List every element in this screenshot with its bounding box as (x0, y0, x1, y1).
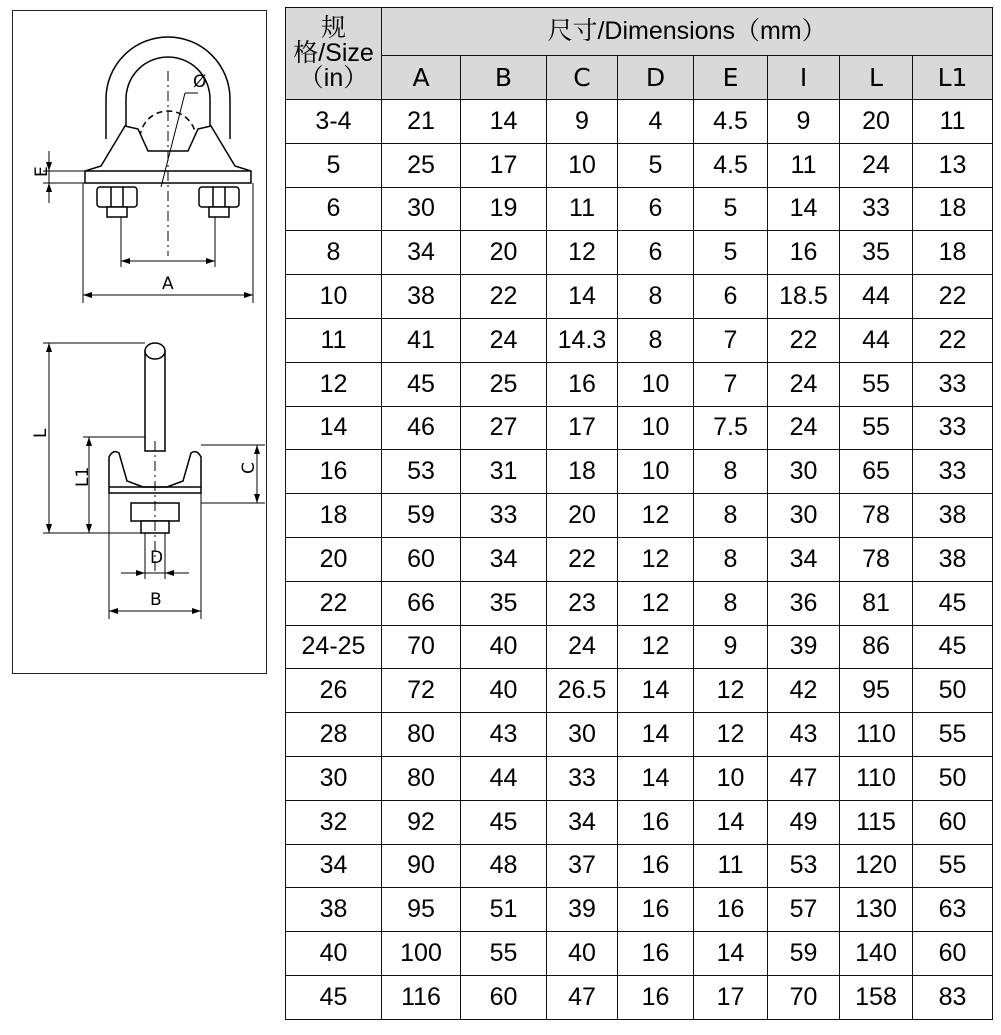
table-row (286, 625, 993, 669)
dimension-cell: 100 (382, 932, 461, 976)
label-d: D (150, 548, 164, 568)
dimension-cell: 12 (547, 231, 618, 275)
dimension-cell: 65 (840, 450, 913, 494)
dimension-cell: 4.5 (694, 100, 768, 144)
dimension-cell: 115 (840, 800, 913, 844)
dimensions-title: 尺寸/Dimensions（mm） (382, 8, 993, 56)
dimension-cell: 8 (618, 275, 694, 319)
dimension-cell: 53 (768, 844, 840, 888)
dimension-cell: 8 (694, 581, 768, 625)
dimension-cell: 49 (768, 800, 840, 844)
dimension-cell: 55 (913, 844, 993, 888)
dimension-cell: 44 (840, 275, 913, 319)
dimension-cell: 14 (618, 756, 694, 800)
dimension-cell: 72 (382, 669, 461, 713)
dimension-cell: 33 (913, 450, 993, 494)
dimension-cell: 34 (547, 800, 618, 844)
dimension-cell: 57 (768, 888, 840, 932)
column-header: B (461, 56, 547, 100)
dimension-cell: 8 (618, 318, 694, 362)
dimension-cell: 33 (913, 406, 993, 450)
table-row (286, 581, 993, 625)
dimension-cell: 80 (382, 713, 461, 757)
size-cell: 28 (286, 713, 382, 757)
dimension-cell: 53 (382, 450, 461, 494)
size-header-line1: 规格/Size (293, 14, 374, 67)
dimension-cell: 6 (618, 231, 694, 275)
dimension-cell: 12 (694, 713, 768, 757)
dimension-cell: 10 (618, 362, 694, 406)
dimension-cell: 47 (547, 975, 618, 1019)
label-c: C (239, 462, 259, 474)
dimension-cell: 10 (694, 756, 768, 800)
dimension-cell: 31 (461, 450, 547, 494)
table-row (286, 713, 993, 757)
column-header: A (382, 56, 461, 100)
dimension-cell: 14 (768, 187, 840, 231)
dimension-cell: 36 (768, 581, 840, 625)
size-cell: 5 (286, 143, 382, 187)
table-row (286, 800, 993, 844)
dimension-cell: 12 (694, 669, 768, 713)
size-cell: 10 (286, 275, 382, 319)
dimension-cell: 25 (461, 362, 547, 406)
front-view (43, 37, 253, 303)
dimension-cell: 21 (382, 100, 461, 144)
dimension-cell: 37 (547, 844, 618, 888)
dimension-cell: 41 (382, 318, 461, 362)
dimension-cell: 11 (694, 844, 768, 888)
table-row (286, 537, 993, 581)
size-cell: 24-25 (286, 625, 382, 669)
dimension-cell: 20 (461, 231, 547, 275)
dimension-cell: 43 (461, 713, 547, 757)
dimension-cell: 14 (618, 713, 694, 757)
dimension-cell: 63 (913, 888, 993, 932)
dimension-cell: 39 (768, 625, 840, 669)
dimension-cell: 55 (840, 406, 913, 450)
table-row (286, 100, 993, 144)
dimension-cell: 50 (913, 669, 993, 713)
size-cell: 26 (286, 669, 382, 713)
dimension-cell: 16 (618, 975, 694, 1019)
technical-drawing (12, 10, 267, 674)
dimension-cell: 40 (461, 669, 547, 713)
dimension-cell: 78 (840, 537, 913, 581)
table-row (286, 231, 993, 275)
dimension-cell: 22 (461, 275, 547, 319)
dimension-cell: 16 (618, 844, 694, 888)
table-row (286, 932, 993, 976)
dimension-cell: 24 (768, 362, 840, 406)
column-header: L1 (913, 56, 993, 100)
label-b: B (150, 590, 162, 610)
dimension-cell: 120 (840, 844, 913, 888)
dimension-cell: 116 (382, 975, 461, 1019)
dimension-cell: 6 (618, 187, 694, 231)
dimension-cell: 78 (840, 494, 913, 538)
dimension-cell: 14 (694, 932, 768, 976)
dimension-cell: 14 (461, 100, 547, 144)
dimension-cell: 38 (913, 537, 993, 581)
dimension-cell: 24 (461, 318, 547, 362)
dimension-cell: 66 (382, 581, 461, 625)
dimension-cell: 70 (768, 975, 840, 1019)
dimension-cell: 33 (913, 362, 993, 406)
size-cell: 3-4 (286, 100, 382, 144)
size-cell: 32 (286, 800, 382, 844)
dimension-cell: 95 (382, 888, 461, 932)
size-cell: 45 (286, 975, 382, 1019)
table-row (286, 756, 993, 800)
dimension-cell: 20 (547, 494, 618, 538)
dimension-cell: 59 (382, 494, 461, 538)
dimension-cell: 39 (547, 888, 618, 932)
dimension-cell: 60 (913, 932, 993, 976)
dimension-cell: 17 (547, 406, 618, 450)
size-cell: 40 (286, 932, 382, 976)
dimension-cell: 30 (382, 187, 461, 231)
dimension-cell: 47 (768, 756, 840, 800)
dimension-cell: 110 (840, 713, 913, 757)
dimension-cell: 6 (694, 275, 768, 319)
dimension-cell: 7 (694, 362, 768, 406)
dimension-cell: 9 (694, 625, 768, 669)
dimension-cell: 14 (694, 800, 768, 844)
dimensions-table (285, 7, 993, 1020)
dimension-cell: 7 (694, 318, 768, 362)
dimension-cell: 5 (694, 231, 768, 275)
dimension-cell: 4 (618, 100, 694, 144)
table-row (286, 143, 993, 187)
label-l: L (31, 428, 51, 438)
dimension-cell: 140 (840, 932, 913, 976)
dimension-cell: 80 (382, 756, 461, 800)
dimension-cell: 11 (768, 143, 840, 187)
dimension-cell: 8 (694, 450, 768, 494)
dimension-cell: 110 (840, 756, 913, 800)
dimension-cell: 60 (461, 975, 547, 1019)
dimension-cell: 44 (461, 756, 547, 800)
dimension-cell: 48 (461, 844, 547, 888)
label-phi: Ø (193, 72, 207, 92)
dimension-cell: 5 (694, 187, 768, 231)
dimension-cell: 24 (768, 406, 840, 450)
dimension-cell: 24 (547, 625, 618, 669)
dimension-cell: 44 (840, 318, 913, 362)
dimension-cell: 8 (694, 537, 768, 581)
dimension-cell: 50 (913, 756, 993, 800)
dimension-cell: 12 (618, 494, 694, 538)
dimension-cell: 8 (694, 494, 768, 538)
dimension-cell: 10 (547, 143, 618, 187)
dimension-cell: 16 (618, 888, 694, 932)
dimension-cell: 12 (618, 625, 694, 669)
dimension-cell: 55 (840, 362, 913, 406)
size-cell: 20 (286, 537, 382, 581)
dimension-cell: 158 (840, 975, 913, 1019)
dimension-cell: 30 (768, 494, 840, 538)
size-cell: 34 (286, 844, 382, 888)
dimension-cell: 10 (618, 406, 694, 450)
table-row (286, 975, 993, 1019)
dimension-cell: 11 (913, 100, 993, 144)
dimension-cell: 51 (461, 888, 547, 932)
dimension-cell: 33 (461, 494, 547, 538)
dimension-cell: 11 (547, 187, 618, 231)
dimension-cell: 34 (768, 537, 840, 581)
dimension-cell: 19 (461, 187, 547, 231)
dimension-cell: 33 (547, 756, 618, 800)
dimension-cell: 86 (840, 625, 913, 669)
size-cell: 6 (286, 187, 382, 231)
dimension-cell: 35 (840, 231, 913, 275)
dimension-cell: 23 (547, 581, 618, 625)
dimension-cell: 17 (694, 975, 768, 1019)
dimension-cell: 46 (382, 406, 461, 450)
table-row (286, 888, 993, 932)
table-row (286, 669, 993, 713)
dimension-cell: 130 (840, 888, 913, 932)
dimension-cell: 90 (382, 844, 461, 888)
size-header-line2: （in） (298, 64, 369, 92)
dimension-cell: 81 (840, 581, 913, 625)
dimension-cell: 22 (768, 318, 840, 362)
column-header: C (547, 56, 618, 100)
dimension-cell: 9 (768, 100, 840, 144)
size-cell: 16 (286, 450, 382, 494)
dimension-cell: 40 (461, 625, 547, 669)
column-header: I (768, 56, 840, 100)
dimension-cell: 16 (768, 231, 840, 275)
dimension-cell: 33 (840, 187, 913, 231)
size-cell: 12 (286, 362, 382, 406)
dimension-cell: 24 (840, 143, 913, 187)
column-header: E (694, 56, 768, 100)
dimension-cell: 26.5 (547, 669, 618, 713)
table-row (286, 275, 993, 319)
dimension-cell: 16 (618, 800, 694, 844)
dimension-cell: 14 (618, 669, 694, 713)
dimension-cell: 22 (547, 537, 618, 581)
dimension-cell: 5 (618, 143, 694, 187)
dimension-cell: 9 (547, 100, 618, 144)
size-cell: 30 (286, 756, 382, 800)
dimension-cell: 55 (461, 932, 547, 976)
dimension-cell: 34 (461, 537, 547, 581)
dimension-cell: 60 (382, 537, 461, 581)
dimension-cell: 20 (840, 100, 913, 144)
dimension-cell: 35 (461, 581, 547, 625)
label-e: E (32, 166, 52, 177)
dimension-cell: 55 (913, 713, 993, 757)
label-a: A (162, 274, 174, 294)
dimension-cell: 22 (913, 275, 993, 319)
dimension-cell: 27 (461, 406, 547, 450)
dimension-cell: 13 (913, 143, 993, 187)
dimension-cell: 40 (547, 932, 618, 976)
dimension-cell: 4.5 (694, 143, 768, 187)
table-row (286, 844, 993, 888)
column-header: L (840, 56, 913, 100)
table-row (286, 187, 993, 231)
dimension-cell: 43 (768, 713, 840, 757)
dimension-cell: 10 (618, 450, 694, 494)
size-cell: 22 (286, 581, 382, 625)
size-cell: 14 (286, 406, 382, 450)
dimension-cell: 16 (547, 362, 618, 406)
size-cell: 38 (286, 888, 382, 932)
dimension-cell: 16 (694, 888, 768, 932)
column-header: D (618, 56, 694, 100)
dimension-cell: 17 (461, 143, 547, 187)
dimension-cell: 42 (768, 669, 840, 713)
dimension-cell: 59 (768, 932, 840, 976)
dimension-cell: 18 (547, 450, 618, 494)
size-cell: 18 (286, 494, 382, 538)
dimension-cell: 38 (382, 275, 461, 319)
dimension-cell: 14 (547, 275, 618, 319)
dimension-cell: 45 (913, 625, 993, 669)
dimension-cell: 30 (768, 450, 840, 494)
dimension-cell: 92 (382, 800, 461, 844)
dimension-cell: 22 (913, 318, 993, 362)
table-row (286, 362, 993, 406)
dimension-cell: 60 (913, 800, 993, 844)
table-row (286, 450, 993, 494)
size-cell: 11 (286, 318, 382, 362)
table-row (286, 494, 993, 538)
dimension-cell: 95 (840, 669, 913, 713)
dimension-cell: 18.5 (768, 275, 840, 319)
dimension-cell: 18 (913, 187, 993, 231)
dimension-cell: 38 (913, 494, 993, 538)
dimension-cell: 30 (547, 713, 618, 757)
dimension-cell: 34 (382, 231, 461, 275)
dimension-cell: 12 (618, 581, 694, 625)
dimension-cell: 18 (913, 231, 993, 275)
dimension-cell: 16 (618, 932, 694, 976)
table-row (286, 406, 993, 450)
dimension-cell: 14.3 (547, 318, 618, 362)
size-header (286, 8, 382, 100)
dimension-cell: 7.5 (694, 406, 768, 450)
dimension-cell: 70 (382, 625, 461, 669)
size-cell: 8 (286, 231, 382, 275)
dimension-cell: 45 (382, 362, 461, 406)
dimension-cell: 25 (382, 143, 461, 187)
dimension-cell: 83 (913, 975, 993, 1019)
dimension-cell: 45 (913, 581, 993, 625)
label-l1: L1 (73, 466, 93, 487)
table-row (286, 318, 993, 362)
dimension-cell: 45 (461, 800, 547, 844)
clip-drawing-svg (13, 11, 268, 675)
dimension-cell: 12 (618, 537, 694, 581)
